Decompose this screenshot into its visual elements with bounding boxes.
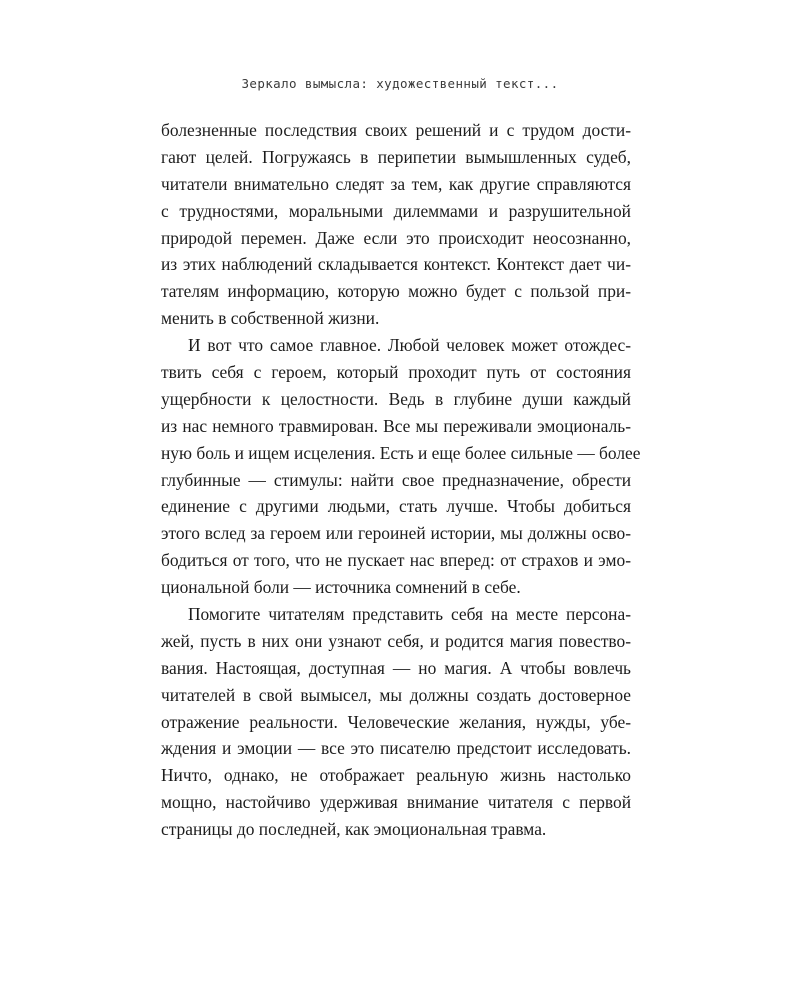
text-line: твить себя с героем, который проходит путь от состояния <box>161 362 631 383</box>
text-line: из нас немного травмирован. Все мы переживали эмоциональ- <box>161 415 631 436</box>
text-line: вания. Настоящая, доступная — но магия. А чтобы вовлечь <box>161 657 631 678</box>
text-line: читателей в свой вымысел, мы должны создать достоверное <box>161 684 631 705</box>
text-line: ную боль и ищем исцеления. Есть и еще более сильные — более <box>161 442 641 463</box>
text-line: глубинные — стимулы: найти свое предназначение, обрести <box>161 469 631 490</box>
paragraph-first-line: И вот что самое главное. Любой человек может отождес- <box>188 335 631 356</box>
text-line: природой перемен. Даже если это происходит неосознанно, <box>161 227 631 248</box>
text-line: гают целей. Погружаясь в перипетии вымышленных судеб, <box>161 146 631 167</box>
paragraph-first-line: Помогите читателям представить себя на месте персона- <box>188 604 631 625</box>
text-line: болезненные последствия своих решений и с трудом дости- <box>161 120 631 140</box>
text-line: менить в собственной жизни. <box>161 308 380 329</box>
text-line: Ничто, однако, не отображает реальную жизнь настолько <box>161 765 631 786</box>
text-line: ущербности к целостности. Ведь в глубине души каждый <box>161 388 631 409</box>
body-text <box>161 117 641 843</box>
text-line: читатели внимательно следят за тем, как другие справляются <box>161 173 631 194</box>
text-line: жей, пусть в них они узнают себя, и родится магия повество- <box>161 630 631 651</box>
text-line: мощно, настойчиво удерживая внимание читателя с первой <box>161 792 631 813</box>
text-line: страницы до последней, как эмоциональная травма. <box>161 819 547 840</box>
text-line: бодиться от того, что не пускает нас вперед: от страхов и эмо- <box>161 550 631 571</box>
text-line: единение с другими людьми, стать лучше. Чтобы добиться <box>161 496 631 517</box>
text-line: циональной боли — источника сомнений в себе. <box>161 577 521 598</box>
text-line: этого вслед за героем или героиней истории, мы должны осво- <box>161 523 631 544</box>
text-line: отражение реальности. Человеческие желания, нужды, убе- <box>161 711 631 732</box>
text-line: из этих наблюдений складывается контекст. Контекст дает чи- <box>161 254 631 275</box>
text-line: с трудностями, моральными дилеммами и разрушительной <box>161 200 631 221</box>
text-line: тателям информацию, которую можно будет с пользой при- <box>161 281 631 302</box>
running-header: Зеркало вымысла: художественный текст... <box>241 76 559 91</box>
text-line: ждения и эмоции — все это писателю предстоит исследовать. <box>161 738 631 759</box>
